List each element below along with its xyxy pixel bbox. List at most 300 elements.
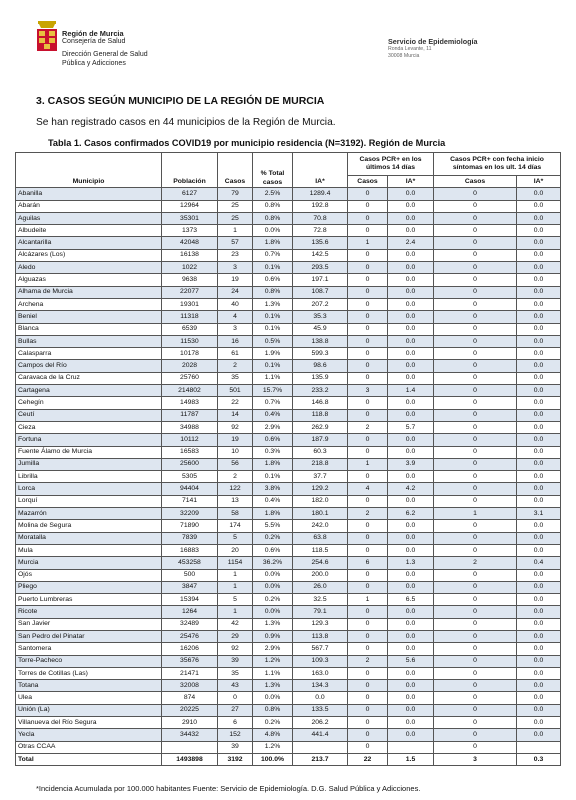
cell-casos: 35 — [218, 667, 253, 679]
cell-sint-ia: 0.0 — [517, 409, 561, 421]
cell-pcr-ia: 5.7 — [388, 421, 434, 433]
cell-sint-casos: 0 — [434, 212, 517, 224]
cell-pct-total: 3.8% — [253, 483, 293, 495]
cell-pct-total: 1.3% — [253, 680, 293, 692]
cell-poblacion: 25600 — [162, 458, 218, 470]
cell-pcr-ia: 0.0 — [388, 212, 434, 224]
cell-ia: 32.5 — [293, 594, 348, 606]
table-row — [16, 397, 561, 409]
cell-sint-ia: 0.0 — [517, 188, 561, 200]
cell-pct-total: 1.9% — [253, 348, 293, 360]
col-ia: IA* — [293, 153, 348, 188]
cell-pcr-casos: 0 — [348, 409, 388, 421]
cell-sint-ia: 0.0 — [517, 643, 561, 655]
cell-pcr-ia: 0.0 — [388, 630, 434, 642]
cell-sint-casos: 0 — [434, 360, 517, 372]
cell-ia: 163.0 — [293, 667, 348, 679]
table-row — [16, 421, 561, 433]
table-row — [16, 286, 561, 298]
cell-pct-total: 0.0% — [253, 692, 293, 704]
cell-municipio: Alhama de Murcia — [16, 286, 162, 298]
cell-pct-total: 36.2% — [253, 557, 293, 569]
col-poblacion: Población — [162, 153, 218, 188]
table-row — [16, 188, 561, 200]
cell-pct-total: 0.1% — [253, 360, 293, 372]
cell-pcr-casos: 0 — [348, 446, 388, 458]
cell-sint-casos: 0 — [434, 335, 517, 347]
cell-pct-total: 0.4% — [253, 495, 293, 507]
cell-pcr-casos: 2 — [348, 655, 388, 667]
table-row — [16, 385, 561, 397]
cell-pcr-casos: 0 — [348, 372, 388, 384]
cell-sint-casos: 0 — [434, 409, 517, 421]
cell-pcr-casos: 0 — [348, 212, 388, 224]
cell-sint-ia: 3.1 — [517, 508, 561, 520]
cell-municipio: Mazarrón — [16, 508, 162, 520]
cell-pcr-ia: 0.0 — [388, 729, 434, 741]
col-casos: Casos — [218, 153, 253, 188]
service-address-1: Ronda Levante, 11 — [388, 45, 432, 52]
cell-pcr-ia: 5.6 — [388, 655, 434, 667]
cell-pct-total: 1.3% — [253, 298, 293, 310]
cell-casos: 4 — [218, 311, 253, 323]
cell-pct-total: 1.1% — [253, 667, 293, 679]
cell-sint-casos: 0 — [434, 286, 517, 298]
table-row — [16, 409, 561, 421]
cell-pct-total: 15.7% — [253, 385, 293, 397]
cell-sint-casos: 0 — [434, 594, 517, 606]
cell-municipio: Cartagena — [16, 385, 162, 397]
cell-municipio: Torre-Pacheco — [16, 655, 162, 667]
cell-pct-total: 2.9% — [253, 643, 293, 655]
cell-pcr-casos: 0 — [348, 618, 388, 630]
cell-pcr-ia: 0.0 — [388, 311, 434, 323]
cell-pct-total: 0.4% — [253, 409, 293, 421]
table-row — [16, 618, 561, 630]
cell-pcr-ia: 6.5 — [388, 594, 434, 606]
table-row — [16, 544, 561, 556]
cell-sint-casos: 0 — [434, 434, 517, 446]
cell-sint-ia: 0.0 — [517, 385, 561, 397]
org-directorate-2: Pública y Adicciones — [62, 59, 126, 67]
cell-ia: 441.4 — [293, 729, 348, 741]
table-row — [16, 483, 561, 495]
cell-sint-casos: 0 — [434, 397, 517, 409]
cell-pcr-casos: 0 — [348, 323, 388, 335]
cell-poblacion: 500 — [162, 569, 218, 581]
cell-ia: 1289.4 — [293, 188, 348, 200]
cell-pcr-ia: 3.9 — [388, 458, 434, 470]
cell-casos: 13 — [218, 495, 253, 507]
cell-pcr-ia: 0.0 — [388, 360, 434, 372]
table-row — [16, 262, 561, 274]
cell-poblacion: 2910 — [162, 717, 218, 729]
cell-ia: 118.5 — [293, 544, 348, 556]
cell-sint-ia: 0.0 — [517, 630, 561, 642]
cell-ia: 254.6 — [293, 557, 348, 569]
cell-pct-total: 1.2% — [253, 741, 293, 753]
cases-by-municipality-table — [15, 152, 561, 766]
service-address-2: 30008 Murcia — [388, 53, 420, 60]
cell-pcr-ia: 0.0 — [388, 409, 434, 421]
cell-ia: 182.0 — [293, 495, 348, 507]
cell-casos: 22 — [218, 397, 253, 409]
cell-sint-casos: 0 — [434, 655, 517, 667]
cell-casos: 16 — [218, 335, 253, 347]
cell-sint-ia: 0.0 — [517, 335, 561, 347]
table-row — [16, 557, 561, 569]
cell-ia: 118.8 — [293, 409, 348, 421]
cell-sint-casos: 0 — [434, 680, 517, 692]
cell-pcr-casos: 0 — [348, 360, 388, 372]
cell-sint-casos: 0 — [434, 385, 517, 397]
cell-pcr-casos: 2 — [348, 508, 388, 520]
cell-municipio: Molina de Segura — [16, 520, 162, 532]
cell-municipio: Fuente Álamo de Murcia — [16, 446, 162, 458]
cell-ia: 262.9 — [293, 421, 348, 433]
cell-poblacion: 11530 — [162, 335, 218, 347]
cell-casos: 5 — [218, 532, 253, 544]
cell-municipio: Moratalla — [16, 532, 162, 544]
cell-pct-total: 1.3% — [253, 618, 293, 630]
table-row — [16, 434, 561, 446]
cell-poblacion: 34988 — [162, 421, 218, 433]
cell-ia: 109.3 — [293, 655, 348, 667]
cell-sint-casos: 0 — [434, 298, 517, 310]
cell-municipio: Pliego — [16, 581, 162, 593]
cell-pct-total: 0.2% — [253, 594, 293, 606]
cell-pcr-ia: 0.0 — [388, 286, 434, 298]
cell-municipio: Ulea — [16, 692, 162, 704]
table-row — [16, 532, 561, 544]
cell-sint-ia: 0.0 — [517, 262, 561, 274]
cell-poblacion: 12964 — [162, 200, 218, 212]
cell-pcr-casos: 0 — [348, 729, 388, 741]
cell-pcr-ia: 0.0 — [388, 323, 434, 335]
cell-poblacion: 16883 — [162, 544, 218, 556]
cell-sint-ia: 0.0 — [517, 594, 561, 606]
cell-casos: 1154 — [218, 557, 253, 569]
cell-sint-ia: 0.0 — [517, 569, 561, 581]
total-pct: 100.0% — [253, 753, 293, 765]
cell-pcr-ia: 0.0 — [388, 262, 434, 274]
cell-pcr-casos: 0 — [348, 311, 388, 323]
table-row — [16, 630, 561, 642]
cell-sint-ia: 0.0 — [517, 200, 561, 212]
cell-sint-casos: 0 — [434, 188, 517, 200]
cell-sint-ia: 0.0 — [517, 458, 561, 470]
cell-pcr-casos: 0 — [348, 520, 388, 532]
cell-poblacion: 1022 — [162, 262, 218, 274]
footnote: *Incidencia Acumulada por 100.000 habitantes Fuente: Servicio de Epidemiología. D.G. Salud Pública y Adicciones. — [36, 784, 421, 793]
table-caption: Tabla 1. Casos confirmados COVID19 por municipio residencia (N=3192). Región de Murcia — [48, 138, 446, 148]
cell-sint-casos: 0 — [434, 471, 517, 483]
table-row — [16, 741, 561, 753]
cell-pct-total: 0.8% — [253, 200, 293, 212]
cell-poblacion: 22077 — [162, 286, 218, 298]
cell-sint-casos: 0 — [434, 274, 517, 286]
cell-casos: 19 — [218, 274, 253, 286]
section-title: 3. CASOS SEGÚN MUNICIPIO DE LA REGIÓN DE MURCIA — [36, 95, 325, 107]
table-row — [16, 458, 561, 470]
cell-pcr-casos: 0 — [348, 200, 388, 212]
cell-ia: 98.6 — [293, 360, 348, 372]
cell-pcr-casos: 0 — [348, 704, 388, 716]
organization-block — [62, 30, 148, 68]
cell-pct-total: 1.2% — [253, 655, 293, 667]
cell-sint-ia: 0.0 — [517, 360, 561, 372]
cell-pct-total: 0.7% — [253, 397, 293, 409]
cell-sint-ia: 0.0 — [517, 298, 561, 310]
cell-pcr-ia: 4.2 — [388, 483, 434, 495]
cell-casos: 40 — [218, 298, 253, 310]
cell-ia: 146.8 — [293, 397, 348, 409]
cell-poblacion: 35676 — [162, 655, 218, 667]
cell-municipio: San Javier — [16, 618, 162, 630]
table-row — [16, 471, 561, 483]
cell-casos: 1 — [218, 581, 253, 593]
cell-ia: 180.1 — [293, 508, 348, 520]
cell-sint-casos: 0 — [434, 667, 517, 679]
cell-municipio: Aguilas — [16, 212, 162, 224]
cell-pcr-casos: 1 — [348, 594, 388, 606]
cell-municipio: Puerto Lumbreras — [16, 594, 162, 606]
cell-poblacion: 10112 — [162, 434, 218, 446]
cell-pct-total: 0.1% — [253, 262, 293, 274]
cell-municipio: San Pedro del Pinatar — [16, 630, 162, 642]
cell-poblacion: 35301 — [162, 212, 218, 224]
group-symptoms-14-days: Casos PCR+ con fecha inicio síntomas en los ult. 14 días — [434, 153, 561, 176]
cell-sint-ia: 0.0 — [517, 655, 561, 667]
cell-casos: 57 — [218, 237, 253, 249]
cell-pct-total: 0.8% — [253, 212, 293, 224]
table-row — [16, 643, 561, 655]
cell-ia: 187.9 — [293, 434, 348, 446]
cell-municipio: Alcázares (Los) — [16, 249, 162, 261]
cell-ia: 567.7 — [293, 643, 348, 655]
cell-casos: 10 — [218, 446, 253, 458]
cell-casos: 92 — [218, 421, 253, 433]
cell-pct-total: 5.5% — [253, 520, 293, 532]
cell-poblacion: 19301 — [162, 298, 218, 310]
total-pcr-casos: 22 — [348, 753, 388, 765]
cell-municipio: Bullas — [16, 335, 162, 347]
cell-municipio: Unión (La) — [16, 704, 162, 716]
col-pct-total: % Total casos — [253, 153, 293, 188]
cell-poblacion: 1264 — [162, 606, 218, 618]
cell-pct-total: 0.8% — [253, 286, 293, 298]
cell-poblacion: 11318 — [162, 311, 218, 323]
cell-casos: 174 — [218, 520, 253, 532]
cell-pcr-ia: 0.0 — [388, 717, 434, 729]
org-department: Consejería de Salud — [62, 38, 126, 46]
cell-municipio: Archena — [16, 298, 162, 310]
cell-municipio: Fortuna — [16, 434, 162, 446]
cell-pct-total: 0.5% — [253, 335, 293, 347]
cell-pcr-casos: 0 — [348, 225, 388, 237]
cell-municipio: Torres de Cotillas (Las) — [16, 667, 162, 679]
cell-pct-total: 0.6% — [253, 434, 293, 446]
cell-casos: 92 — [218, 643, 253, 655]
cell-pct-total: 1.8% — [253, 237, 293, 249]
cell-municipio: Totana — [16, 680, 162, 692]
cell-municipio: Albudeite — [16, 225, 162, 237]
cell-ia: 129.3 — [293, 618, 348, 630]
cell-pcr-ia: 0.0 — [388, 606, 434, 618]
table-body — [16, 188, 561, 754]
cell-pcr-ia: 0.0 — [388, 643, 434, 655]
cell-poblacion: 6539 — [162, 323, 218, 335]
table-row — [16, 372, 561, 384]
region-de-murcia-logo — [36, 20, 58, 52]
cell-sint-ia: 0.4 — [517, 557, 561, 569]
cell-casos: 152 — [218, 729, 253, 741]
cell-casos: 0 — [218, 692, 253, 704]
table-row — [16, 729, 561, 741]
cell-municipio: Campos del Río — [16, 360, 162, 372]
table-row — [16, 704, 561, 716]
cell-pcr-casos: 0 — [348, 495, 388, 507]
cell-sint-ia: 0.0 — [517, 323, 561, 335]
cell-pct-total: 0.9% — [253, 630, 293, 642]
cell-casos: 19 — [218, 434, 253, 446]
cell-casos: 2 — [218, 471, 253, 483]
cell-ia: 192.8 — [293, 200, 348, 212]
cell-pcr-casos: 0 — [348, 434, 388, 446]
cell-casos: 2 — [218, 360, 253, 372]
cell-poblacion: 214802 — [162, 385, 218, 397]
cell-casos: 1 — [218, 569, 253, 581]
cell-ia: 218.8 — [293, 458, 348, 470]
cell-ia: 26.0 — [293, 581, 348, 593]
col-sint-casos: Casos — [434, 176, 517, 188]
cell-sint-ia: 0.0 — [517, 729, 561, 741]
table-row — [16, 495, 561, 507]
cell-pcr-casos: 0 — [348, 274, 388, 286]
cell-poblacion: 7141 — [162, 495, 218, 507]
table-row — [16, 237, 561, 249]
cell-pcr-casos: 0 — [348, 606, 388, 618]
cell-pcr-ia: 0.0 — [388, 680, 434, 692]
cell-sint-casos: 0 — [434, 372, 517, 384]
cell-sint-ia: 0.0 — [517, 667, 561, 679]
cell-pcr-ia: 1.4 — [388, 385, 434, 397]
table-row — [16, 311, 561, 323]
cell-municipio: Cieza — [16, 421, 162, 433]
cell-municipio: Jumilla — [16, 458, 162, 470]
cell-casos: 42 — [218, 618, 253, 630]
cell-ia: 134.3 — [293, 680, 348, 692]
cell-sint-ia: 0.0 — [517, 544, 561, 556]
cell-poblacion: 7839 — [162, 532, 218, 544]
cell-sint-casos: 0 — [434, 581, 517, 593]
cell-poblacion: 5305 — [162, 471, 218, 483]
cell-sint-ia: 0.0 — [517, 311, 561, 323]
cell-sint-ia: 0.0 — [517, 212, 561, 224]
cell-pct-total: 0.0% — [253, 581, 293, 593]
cell-pcr-ia: 0.0 — [388, 618, 434, 630]
cell-sint-casos: 0 — [434, 643, 517, 655]
cell-sint-ia: 0.0 — [517, 704, 561, 716]
cell-ia: 133.5 — [293, 704, 348, 716]
cell-pct-total: 0.3% — [253, 446, 293, 458]
table-row — [16, 606, 561, 618]
cell-pcr-ia: 0.0 — [388, 581, 434, 593]
cell-ia: 108.7 — [293, 286, 348, 298]
cell-pct-total: 0.6% — [253, 544, 293, 556]
org-region: Región de Murcia — [62, 29, 124, 38]
cell-ia: 242.0 — [293, 520, 348, 532]
cell-pcr-casos: 0 — [348, 569, 388, 581]
cell-municipio: Alcantarilla — [16, 237, 162, 249]
cell-pct-total: 0.2% — [253, 532, 293, 544]
cell-poblacion: 1373 — [162, 225, 218, 237]
cell-pcr-ia: 0.0 — [388, 471, 434, 483]
table-row — [16, 717, 561, 729]
cell-pcr-casos: 0 — [348, 680, 388, 692]
cell-pcr-casos: 2 — [348, 421, 388, 433]
cell-sint-casos: 0 — [434, 249, 517, 261]
cell-pcr-ia: 0.0 — [388, 569, 434, 581]
cell-ia: 197.1 — [293, 274, 348, 286]
cell-municipio: Ceutí — [16, 409, 162, 421]
table-row — [16, 212, 561, 224]
table-row — [16, 298, 561, 310]
cell-ia — [293, 741, 348, 753]
table-row — [16, 335, 561, 347]
cell-sint-casos: 0 — [434, 692, 517, 704]
cell-pcr-casos: 0 — [348, 581, 388, 593]
table-row — [16, 446, 561, 458]
cell-ia: 45.9 — [293, 323, 348, 335]
cell-sint-ia: 0.0 — [517, 446, 561, 458]
cell-ia: 233.2 — [293, 385, 348, 397]
cell-sint-casos: 0 — [434, 532, 517, 544]
total-casos: 3192 — [218, 753, 253, 765]
cell-poblacion: 15394 — [162, 594, 218, 606]
cell-pcr-casos: 0 — [348, 544, 388, 556]
cell-pcr-casos: 0 — [348, 335, 388, 347]
table-row — [16, 680, 561, 692]
cell-sint-ia: 0.0 — [517, 483, 561, 495]
col-pcr-ia: IA* — [388, 176, 434, 188]
cell-sint-casos: 0 — [434, 348, 517, 360]
cell-sint-ia: 0.0 — [517, 495, 561, 507]
col-pcr-casos: Casos — [348, 176, 388, 188]
cell-pcr-casos: 0 — [348, 286, 388, 298]
cell-ia: 599.3 — [293, 348, 348, 360]
cell-pcr-casos: 0 — [348, 249, 388, 261]
cell-ia: 200.0 — [293, 569, 348, 581]
cell-pcr-ia: 0.0 — [388, 692, 434, 704]
cell-pct-total: 1.8% — [253, 508, 293, 520]
cell-sint-ia: 0.0 — [517, 237, 561, 249]
total-ia: 213.7 — [293, 753, 348, 765]
col-municipio: Municipio — [16, 153, 162, 188]
cell-casos: 25 — [218, 200, 253, 212]
cell-pcr-ia: 0.0 — [388, 298, 434, 310]
cell-sint-ia: 0.0 — [517, 618, 561, 630]
cell-municipio: Alguazas — [16, 274, 162, 286]
cell-pcr-ia: 0.0 — [388, 200, 434, 212]
cell-poblacion — [162, 741, 218, 753]
cell-sint-casos: 0 — [434, 458, 517, 470]
cell-pcr-casos: 0 — [348, 692, 388, 704]
cell-poblacion: 9638 — [162, 274, 218, 286]
cell-ia: 79.1 — [293, 606, 348, 618]
cell-sint-ia: 0.0 — [517, 606, 561, 618]
total-poblacion: 1493898 — [162, 753, 218, 765]
